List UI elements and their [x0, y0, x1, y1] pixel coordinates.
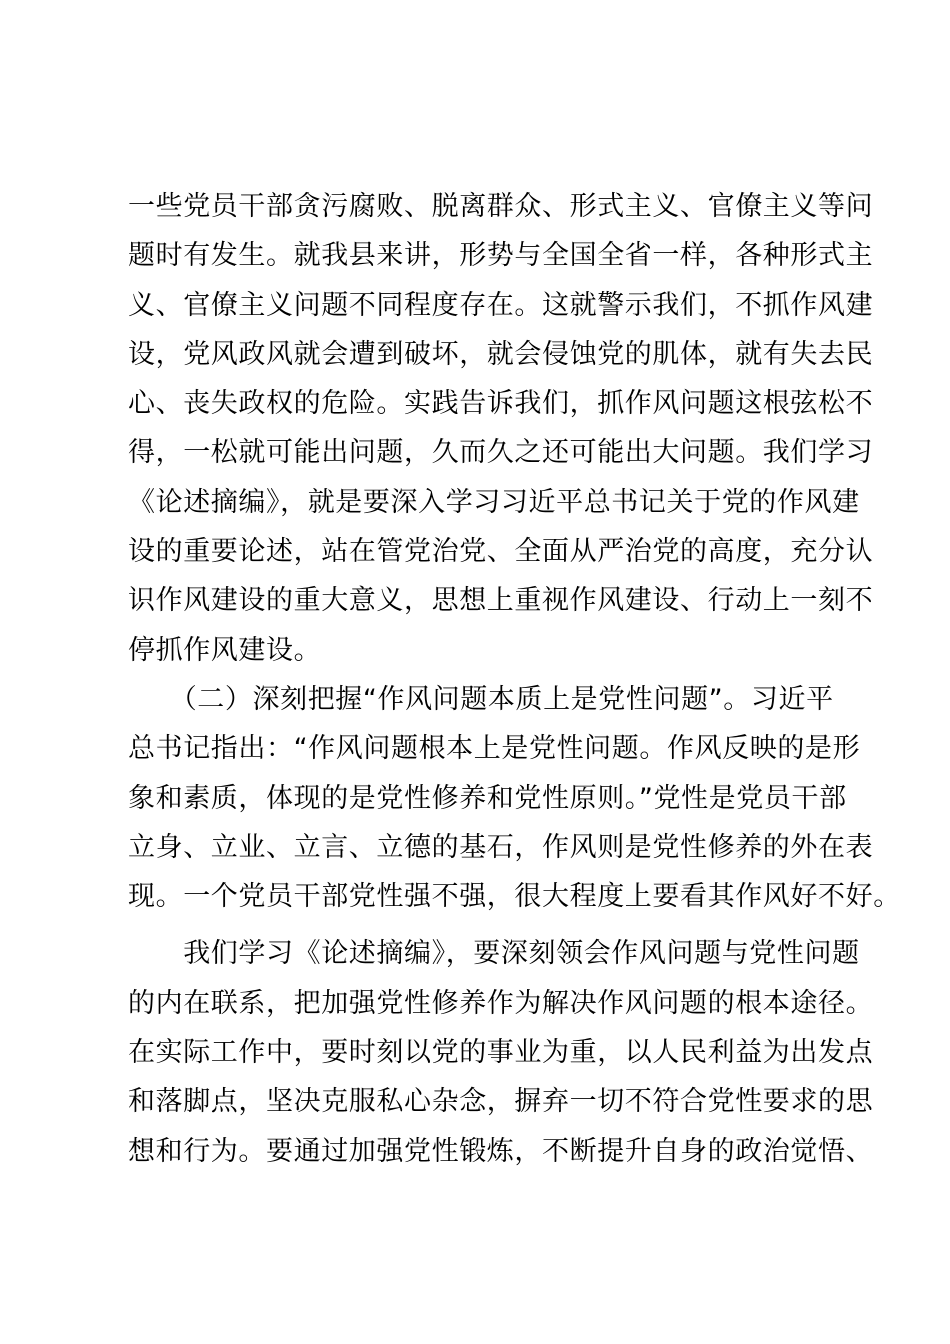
text-line: 一些党员干部贪污腐败、脱离群众、形式主义、官僚主义等问: [128, 191, 874, 222]
text-line: 现。一个党员干部党性强不强，很大程度上要看其作风好不好。: [128, 881, 901, 913]
text-line: 设，党风政风就会遭到破坏，就会侵蚀党的肌体，就有失去民: [128, 338, 874, 370]
text-line: 义、官僚主义问题不同程度存在。这就警示我们，不抓作风建: [128, 289, 874, 321]
text-line: 得，一松就可能出问题，久而久之还可能出大问题。我们学习: [128, 437, 874, 469]
text-line: 想和行为。要通过加强党性锻炼，不断提升自身的政治觉悟、: [128, 1135, 874, 1167]
body-text: [128, 182, 901, 1176]
text-line: 识作风建设的重大意义，思想上重视作风建设、行动上一刻不: [128, 585, 874, 617]
text-line: 停抓作风建设。: [128, 634, 322, 666]
text-line: 我们学习《论述摘编》，要深刻领会作风问题与党性问题: [128, 938, 860, 970]
text-line: 《论述摘编》，就是要深入学习习近平总书记关于党的作风建: [128, 486, 860, 518]
paragraph: [128, 929, 874, 1175]
text-line: （二）深刻把握“作风问题本质上是党性问题”。习近平: [128, 683, 834, 715]
paragraph: [128, 675, 901, 921]
text-line: 和落脚点，坚决克服私心杂念，摒弃一切不符合党性要求的思: [128, 1086, 874, 1118]
text-line: 象和素质，体现的是党性修养和党性原则。”党性是党员干部: [128, 782, 847, 814]
text-line: 题时有发生。就我县来讲，形势与全国全省一样，各种形式主: [128, 240, 874, 272]
paragraph: [128, 182, 874, 675]
text-line: 的内在联系，把加强党性修养作为解决作风问题的根本途径。: [128, 987, 874, 1019]
text-line: 总书记指出：“作风问题根本上是党性问题。作风反映的是形: [128, 733, 861, 765]
text-line: 设的重要论述，站在管党治党、全面从严治党的高度，充分认: [128, 536, 874, 568]
text-line: 立身、立业、立言、立德的基石，作风则是党性修养的外在表: [128, 831, 874, 863]
text-line: 在实际工作中，要时刻以党的事业为重，以人民利益为出发点: [128, 1037, 874, 1069]
text-line: 心、丧失政权的危险。实践告诉我们，抓作风问题这根弦松不: [128, 388, 874, 420]
paragraph-spacer: [128, 921, 833, 929]
